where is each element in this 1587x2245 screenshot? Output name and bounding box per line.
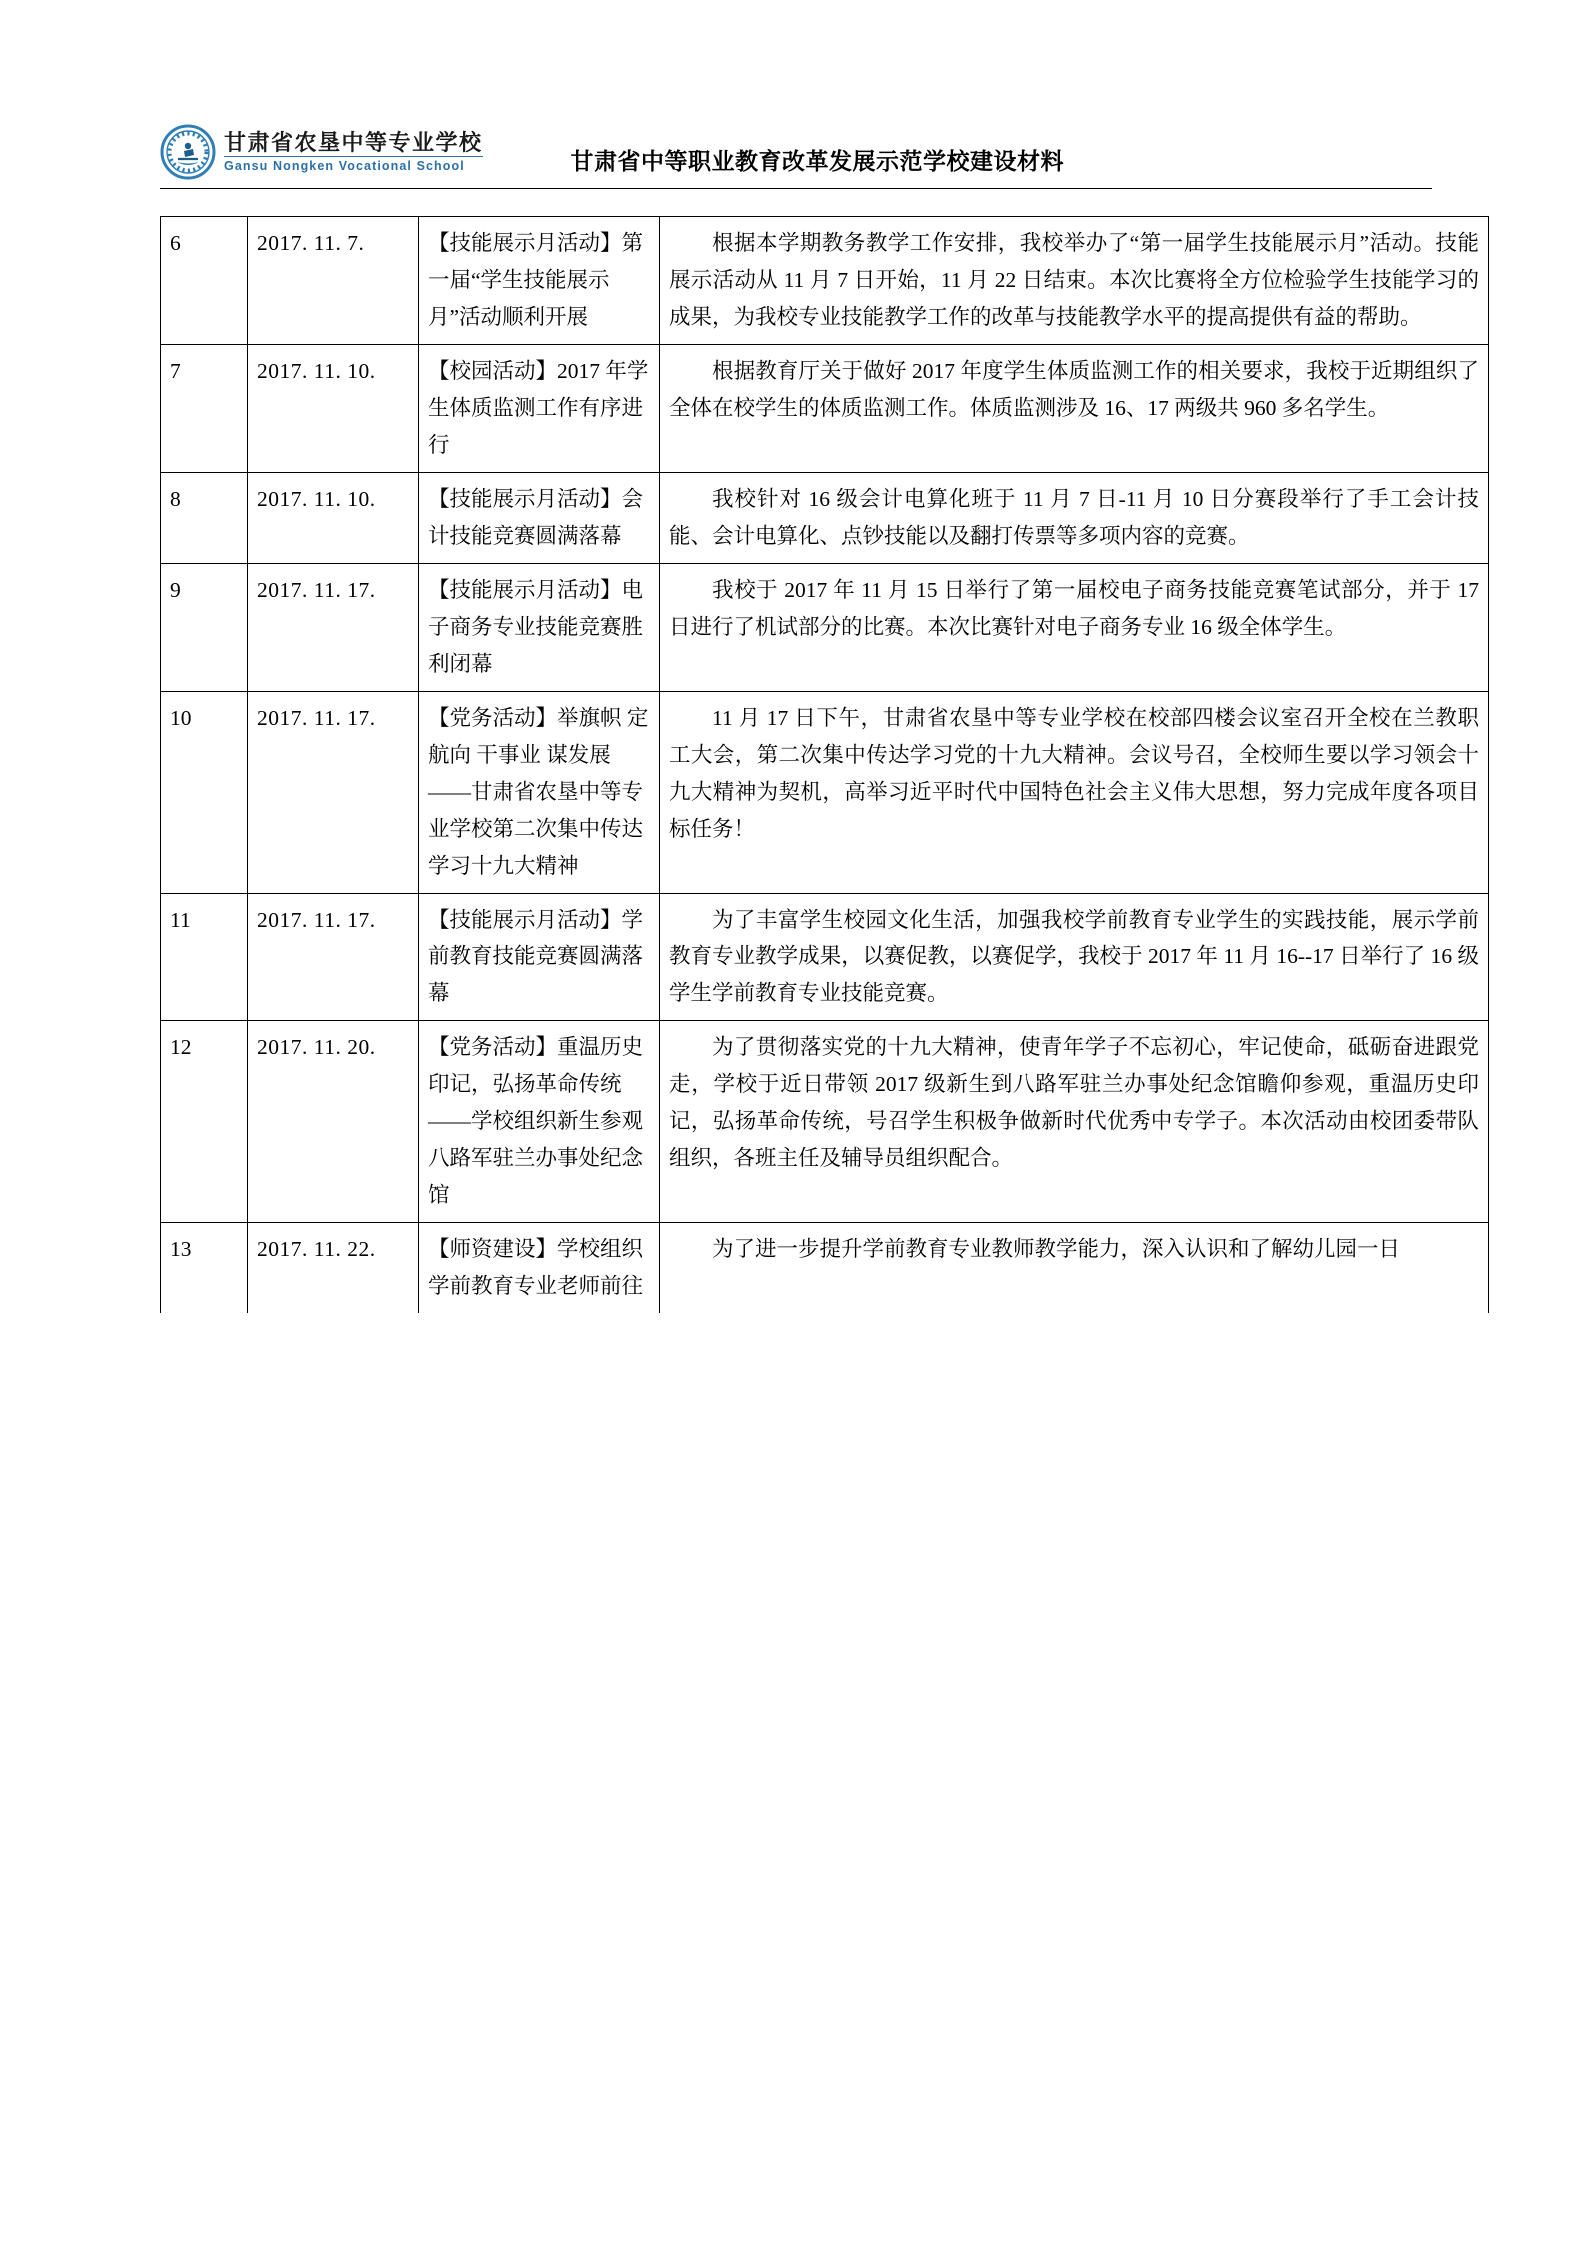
description-paragraph: 为了贯彻落实党的十九大精神，使青年学子不忘初心，牢记使命，砥砺奋进跟党走，学校于近日带领 2017 级新生到八路军驻兰办事处纪念馆瞻仰参观，重温历史印记，弘扬革命传统，号召学生积极争做新时代优秀中专学子。本次活动由校团委带队组织，各班主任及辅导员组织配合。 — [669, 1035, 1479, 1171]
cell-description — [660, 217, 1489, 345]
description-paragraph: 根据本学期教务教学工作安排，我校举办了“第一届学生技能展示月”活动。技能展示活动从 11 月 7 日开始，11 月 22 日结束。本次比赛将全方位检验学生技能学习的成果，为我校专业技能教学工作的改革与技能教学水平的提高提供有益的帮助。 — [669, 231, 1479, 329]
cell-no: 7 — [161, 344, 248, 472]
table-body — [161, 217, 1489, 1314]
description-paragraph: 我校针对 16 级会计电算化班于 11 月 7 日-11 月 10 日分赛段举行了手工会计技能、会计电算化、点钞技能以及翻打传票等多项内容的竞赛。 — [669, 486, 1479, 548]
table-row — [161, 472, 1489, 563]
cell-no: 10 — [161, 691, 248, 893]
description-paragraph: 为了丰富学生校园文化生活，加强我校学前教育专业学生的实践技能，展示学前教育专业教学成果，以赛促教，以赛促学，我校于 2017 年 11 月 16--17 日举行了 16 级学生学前教育专业技能竞赛。 — [669, 907, 1479, 1006]
description-paragraph: 为了进一步提升学前教育专业教师教学能力，深入认识和了解幼儿园一日 — [712, 1237, 1401, 1262]
cell-description — [660, 472, 1489, 563]
cell-description — [660, 691, 1489, 893]
cell-no: 8 — [161, 472, 248, 563]
cell-title: 【党务活动】举旗帜 定航向 干事业 谋发展——甘肃省农垦中等专业学校第二次集中传达学习十九大精神 — [419, 691, 660, 893]
school-logo — [160, 124, 483, 180]
cell-description — [660, 344, 1489, 472]
cell-date: 2017. 11. 22. — [248, 1223, 419, 1313]
header-divider — [160, 188, 1432, 189]
cell-date: 2017. 11. 10. — [248, 344, 419, 472]
description-paragraph: 我校于 2017 年 11 月 15 日举行了第一届校电子商务技能竞赛笔试部分，并于 17 日进行了机试部分的比赛。本次比赛针对电子商务专业 16 级全体学生。 — [669, 577, 1479, 639]
activity-log-table — [160, 216, 1489, 1313]
cell-title: 【校园活动】2017 年学生体质监测工作有序进行 — [419, 344, 660, 472]
cell-title: 【技能展示月活动】电子商务专业技能竞赛胜利闭幕 — [419, 563, 660, 691]
table-row — [161, 893, 1489, 1021]
cell-no: 9 — [161, 563, 248, 691]
cell-date: 2017. 11. 7. — [248, 217, 419, 345]
cell-date: 2017. 11. 20. — [248, 1021, 419, 1223]
school-name-en: Gansu Nongken Vocational School — [224, 158, 465, 173]
cell-title: 【技能展示月活动】第一届“学生技能展示月”活动顺利开展 — [419, 217, 660, 345]
cell-no: 12 — [161, 1021, 248, 1223]
cell-date: 2017. 11. 17. — [248, 691, 419, 893]
table-row — [161, 1223, 1489, 1313]
table-row — [161, 344, 1489, 472]
cell-description — [660, 563, 1489, 691]
cell-no: 13 — [161, 1223, 248, 1313]
cell-date: 2017. 11. 17. — [248, 563, 419, 691]
school-logo-text — [224, 129, 483, 173]
cell-description — [660, 1223, 1489, 1313]
table-row — [161, 563, 1489, 691]
description-paragraph: 11 月 17 日下午，甘肃省农垦中等专业学校在校部四楼会议室召开全校在兰教职工大会，第二次集中传达学习党的十九大精神。会议号召，全校师生要以学习领会十九大精神为契机，高举习近平时代中国特色社会主义伟大思想，努力完成年度各项目标任务！ — [669, 705, 1479, 841]
table-row — [161, 217, 1489, 345]
cell-no: 6 — [161, 217, 248, 345]
cell-date: 2017. 11. 17. — [248, 893, 419, 1021]
cell-description — [660, 893, 1489, 1021]
cell-no: 11 — [161, 893, 248, 1021]
page-header — [160, 118, 1432, 180]
cell-date: 2017. 11. 10. — [248, 472, 419, 563]
cell-title: 【技能展示月活动】会计技能竞赛圆满落幕 — [419, 472, 660, 563]
cell-description — [660, 1021, 1489, 1223]
table-row — [161, 691, 1489, 893]
document-header-title: 甘肃省中等职业教育改革发展示范学校建设材料 — [570, 148, 1065, 175]
cell-title: 【师资建设】学校组织学前教育专业老师前往 — [419, 1223, 660, 1313]
table-row — [161, 1021, 1489, 1223]
description-paragraph: 根据教育厅关于做好 2017 年度学生体质监测工作的相关要求，我校于近期组织了全体在校学生的体质监测工作。体质监测涉及 16、17 两级共 960 多名学生。 — [669, 358, 1479, 420]
school-name-cn: 甘肃省农垦中等专业学校 — [224, 129, 483, 156]
cell-title: 【技能展示月活动】学前教育技能竞赛圆满落幕 — [419, 893, 660, 1021]
school-emblem-icon — [160, 124, 216, 180]
cell-title: 【党务活动】重温历史印记，弘扬革命传统——学校组织新生参观八路军驻兰办事处纪念馆 — [419, 1021, 660, 1223]
